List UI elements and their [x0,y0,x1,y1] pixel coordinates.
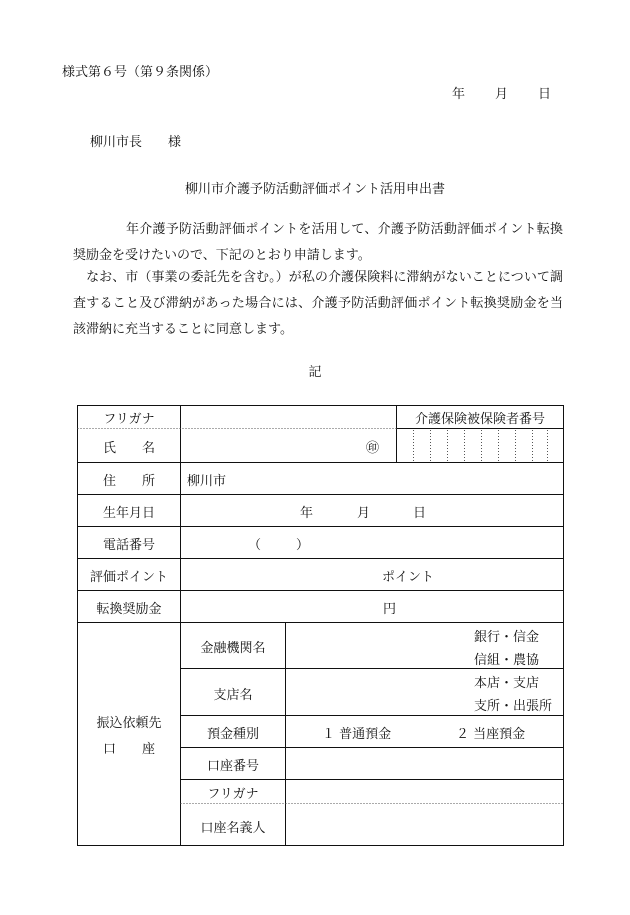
form-number-label: 様式第６号（第９条関係） [62,65,219,80]
points-unit: ポイント [382,570,435,585]
ki-heading: 記 [308,365,322,380]
deposit-option-checking: ２ 当座預金 [456,727,526,742]
deposit-type-label: 預金種別 [206,727,259,742]
application-paragraph: 年介護予防活動評価ポイントを活用して、介護予防活動評価ポイント転換奨励金を受けたいので、下記のとおり申請します。 [73,222,563,263]
date-month: 月 [495,87,509,102]
seal-mark: ㊞ [366,441,380,456]
incentive-label: 転換奨励金 [96,602,162,617]
bank-name-label: 金融機関名 [200,641,266,656]
address-label: 住 所 [102,474,155,489]
holder-furigana-label: フリガナ [207,787,259,802]
incentive-unit: 円 [383,602,397,617]
consent-paragraph: なお、市（事業の委託先を含む。）が私の介護保険料に滞納がないことについて調査すること及び滞納があった場合には、介護予防活動評価ポイント転換奨励金を当該滞納に充当することに同意します。 [73,270,563,337]
birth-month: 月 [357,506,371,521]
branch-type-line-2: 支所・出張所 [474,699,553,714]
branch-name-label: 支店名 [213,688,253,703]
document-title: 柳川市介護予防活動評価ポイント活用申出書 [184,182,445,197]
address-value: 柳川市 [187,474,227,489]
date-year: 年 [452,87,466,102]
bank-type-line-1: 銀行・信金 [474,630,540,645]
phone-label: 電話番号 [102,538,155,553]
birth-day: 日 [413,506,427,521]
account-number-label: 口座番号 [206,759,259,774]
date-day: 日 [538,87,552,102]
transfer-account-label-1: 振込依頼先 [96,716,162,731]
birthdate-label: 生年月日 [102,506,155,521]
holder-name-label: 口座名義人 [200,821,266,836]
furigana-label: フリガナ [103,412,155,427]
birth-year: 年 [300,506,314,521]
addressee: 柳川市長 様 [90,135,182,150]
deposit-option-ordinary: １ 普通預金 [322,727,392,742]
phone-paren-close: ） [296,538,310,553]
insured-number-label: 介護保険被保険者番号 [414,412,545,427]
points-label: 評価ポイント [89,570,168,585]
bank-type-line-2: 信組・農協 [474,653,540,668]
transfer-account-label-2: 口 座 [102,742,155,757]
branch-type-line-1: 本店・支店 [474,676,540,691]
phone-paren-open: （ [248,538,262,553]
name-label: 氏 名 [102,441,155,456]
